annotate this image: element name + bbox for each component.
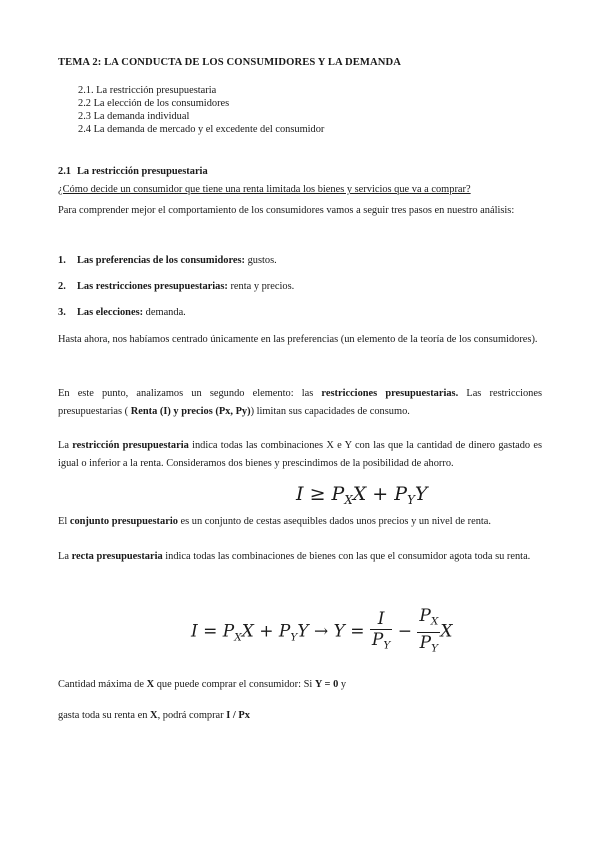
toc-item: 2.4 La demanda de mercado y el excedente del consumidor <box>78 124 325 135</box>
guiding-question: ¿Cómo decide un consumidor que tiene una renta limitada los bienes y servicios que va a comprar? <box>58 184 471 195</box>
step-label: Las restricciones presupuestarias: <box>77 281 228 292</box>
fraction: $\frac{I}{P_Y}$ <box>371 608 391 652</box>
step-text: gustos. <box>244 255 277 266</box>
text-run: y <box>338 679 347 690</box>
text-run: Cantidad máxima de <box>58 679 147 690</box>
paragraph-conjunto <box>58 513 542 531</box>
text-run: indica todas las combinaciones de bienes con las que el consumidor agota toda su renta. <box>162 551 531 562</box>
section-number: 2.1 <box>58 166 71 177</box>
step-number: 1. <box>58 255 66 266</box>
paragraph-gasta-renta <box>58 707 542 725</box>
step-item <box>58 255 277 266</box>
page-title: TEMA 2: LA CONDUCTA DE LOS CONSUMIDORES Y LA DEMANDA <box>58 57 401 68</box>
text-run: que puede comprar el consumidor: Si <box>154 679 315 690</box>
bold-term: X <box>146 679 155 690</box>
step-item <box>58 307 186 318</box>
bold-term: I / Px <box>226 710 250 721</box>
text-run: , podrá comprar <box>157 710 227 721</box>
step-text: renta y precios. <box>227 281 295 292</box>
text-run: La <box>58 551 72 562</box>
step-item <box>58 281 294 292</box>
step-label: Las preferencias de los consumidores: <box>77 255 245 266</box>
step-label: Las elecciones: <box>77 307 144 318</box>
paragraph-restriccion <box>58 437 542 473</box>
paragraph-cantidad-maxima <box>58 676 542 694</box>
budget-line-equation: $I = P_XX + P_YY \to Y$ = $\frac{I}{P_Y}$ − $\frac{P_X}{P_Y}$ X <box>191 606 452 658</box>
bold-term: Y = 0 <box>314 679 339 690</box>
step-number: 2. <box>58 281 66 292</box>
text-run: La <box>58 440 73 451</box>
budget-inequality-equation: $I \ge P_XX + P_YY$ <box>296 483 428 508</box>
intro-paragraph: Para comprender mejor el comportamiento de los consumidores vamos a seguir tres pasos en nuestro análisis: <box>58 205 515 216</box>
step-number: 3. <box>58 307 66 318</box>
text-run: En este punto, analizamos un segundo elemento: las <box>58 388 322 399</box>
paragraph-hasta-ahora: Hasta ahora, nos habíamos centrado únicamente en las preferencias (un elemento de la teoría de los consumidores). <box>58 334 538 345</box>
bold-term: recta presupuestaria <box>71 551 163 562</box>
bold-term: restricciones presupuestarias. <box>321 388 459 399</box>
bold-term: restricción presupuestaria <box>72 440 189 451</box>
text-run: Las restricciones presupuestarias ( <box>58 388 543 417</box>
table-of-contents <box>78 84 324 136</box>
text-run: El <box>58 516 70 527</box>
bold-term: Renta (I) y precios (Px, Py) <box>130 406 251 417</box>
paragraph-segundo-elemento <box>58 385 542 421</box>
section-heading <box>58 166 208 177</box>
text-run: ) limitan sus capacidades de consumo. <box>250 406 410 417</box>
bold-term: conjunto presupuestario <box>69 516 178 527</box>
toc-item: 2.3 La demanda individual <box>78 111 190 122</box>
bold-term: X <box>150 710 158 721</box>
text-run: gasta toda su renta en <box>58 710 151 721</box>
fraction: $\frac{P_X}{P_Y}$ <box>419 606 439 655</box>
section-title: La restricción presupuestaria <box>77 166 208 177</box>
text-run: indica todas las combinaciones X e Y con las que la cantidad de dinero gastado es igual o inferior a la renta. Consideramos dos bienes y prescindimos de la posibilidad de ahorro. <box>58 440 543 469</box>
step-text: demanda. <box>143 307 186 318</box>
toc-item: 2.1. La restricción presupuestaria <box>78 85 217 96</box>
toc-item: 2.2 La elección de los consumidores <box>78 98 230 109</box>
text-run: es un conjunto de cestas asequibles dados unos precios y un nivel de renta. <box>177 516 491 527</box>
paragraph-recta <box>58 548 542 566</box>
